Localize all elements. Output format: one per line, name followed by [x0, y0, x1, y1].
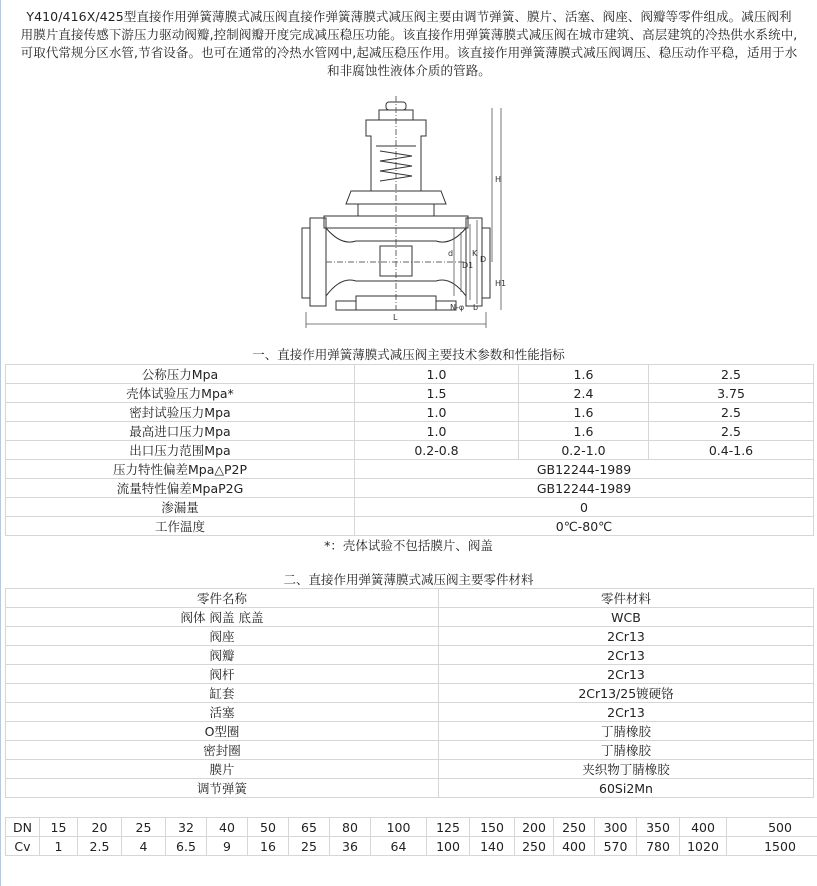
spec-footnote: *：壳体试验不包括膜片、阀盖 — [324, 538, 493, 553]
dn-value: 80 — [330, 818, 371, 837]
dn-value: 50 — [248, 818, 289, 837]
material-table — [5, 588, 814, 798]
part-material: 2Cr13 — [439, 665, 814, 684]
dn-value: 400 — [680, 818, 727, 837]
cv-value: 780 — [637, 837, 680, 856]
spec-value: 1.0 — [355, 403, 519, 422]
spec-value: 1.0 — [355, 365, 519, 384]
spec-value: 0 — [355, 498, 814, 517]
part-name: 缸套 — [6, 684, 439, 703]
table-row — [6, 779, 814, 798]
cv-value: 9 — [207, 837, 248, 856]
valve-drawing-body — [302, 96, 490, 310]
cv-value: 400 — [554, 837, 595, 856]
table-row — [6, 422, 814, 441]
table-row — [6, 460, 814, 479]
spec-value: 1.6 — [519, 422, 649, 441]
dim-label-k: K — [472, 249, 478, 258]
table-row — [6, 608, 814, 627]
part-material: 丁腈橡胶 — [439, 741, 814, 760]
table-row — [6, 646, 814, 665]
spec-label: 出口压力范围Mpa — [6, 441, 355, 460]
cv-value: 570 — [595, 837, 637, 856]
spec-value: 2.5 — [649, 403, 814, 422]
dim-label-l: L — [393, 313, 398, 322]
dn-cv-table — [5, 817, 817, 856]
spec-value: 2.5 — [649, 365, 814, 384]
dn-value: 20 — [78, 818, 122, 837]
cv-value: 140 — [470, 837, 515, 856]
spec-table — [5, 364, 814, 536]
spec-value: 0.2-1.0 — [519, 441, 649, 460]
spec-value: 0.4-1.6 — [649, 441, 814, 460]
spec-value: 0℃-80℃ — [355, 517, 814, 536]
table-row — [6, 760, 814, 779]
spec-value: 2.5 — [649, 422, 814, 441]
cv-value: 6.5 — [166, 837, 207, 856]
spec-label: 流量特性偏差MpaP2G — [6, 479, 355, 498]
intro-line: 和非腐蚀性液体介质的管路。 — [327, 63, 491, 78]
spec-label: 工作温度 — [6, 517, 355, 536]
dn-value: 100 — [371, 818, 427, 837]
cv-value: 25 — [289, 837, 330, 856]
part-material: 2Cr13 — [439, 646, 814, 665]
dn-value: 40 — [207, 818, 248, 837]
spec-value: GB12244-1989 — [355, 460, 814, 479]
dim-label-d: D — [480, 255, 487, 264]
cv-value: 64 — [371, 837, 427, 856]
part-name: 阀瓣 — [6, 646, 439, 665]
table-row — [6, 384, 814, 403]
part-name: O型圈 — [6, 722, 439, 741]
material-header-name: 零件名称 — [6, 589, 439, 608]
dim-label-d1: D1 — [462, 261, 474, 270]
dn-value: 25 — [122, 818, 166, 837]
dn-value: 250 — [554, 818, 595, 837]
cv-row-label: Cv — [6, 837, 40, 856]
table-row — [6, 818, 817, 837]
cv-value: 2.5 — [78, 837, 122, 856]
dn-row-label: DN — [6, 818, 40, 837]
table-row — [6, 703, 814, 722]
part-material: WCB — [439, 608, 814, 627]
spec-value: 2.4 — [519, 384, 649, 403]
cv-value: 16 — [248, 837, 289, 856]
spec-value: 1.6 — [519, 403, 649, 422]
part-material: 丁腈橡胶 — [439, 722, 814, 741]
spec-value: 0.2-0.8 — [355, 441, 519, 460]
table-row — [6, 479, 814, 498]
part-material: 2Cr13 — [439, 703, 814, 722]
part-name: 膜片 — [6, 760, 439, 779]
spec-label: 密封试验压力Mpa — [6, 403, 355, 422]
spec-value: 3.75 — [649, 384, 814, 403]
table-row — [6, 665, 814, 684]
dn-value: 200 — [515, 818, 554, 837]
table-row — [6, 741, 814, 760]
dim-label-h: H — [495, 175, 502, 184]
dim-label-n-phi: N-φ — [450, 303, 465, 312]
spec-label: 公称压力Mpa — [6, 365, 355, 384]
dn-value: 125 — [427, 818, 470, 837]
spec-value: 1.0 — [355, 422, 519, 441]
intro-paragraph — [6, 8, 812, 80]
valve-diagram — [296, 96, 506, 332]
intro-line: Y410/416X/425型直接作用弹簧薄膜式减压阀直接作弹簧薄膜式减压阀主要由调节弹簧、膜片、活塞、阀座、阀瓣等零件组成。减压阀利 — [26, 9, 792, 24]
part-name: 密封圈 — [6, 741, 439, 760]
spec-label: 渗漏量 — [6, 498, 355, 517]
cv-value: 36 — [330, 837, 371, 856]
cv-value: 100 — [427, 837, 470, 856]
part-name: 调节弹簧 — [6, 779, 439, 798]
cv-value: 1020 — [680, 837, 727, 856]
spec-value: 1.6 — [519, 365, 649, 384]
dn-value: 65 — [289, 818, 330, 837]
spec-section-title: 一、直接作用弹簧薄膜式减压阀主要技术参数和性能指标 — [252, 347, 565, 362]
part-material: 2Cr13 — [439, 627, 814, 646]
cv-value: 4 — [122, 837, 166, 856]
table-row — [6, 441, 814, 460]
part-material: 夹织物丁腈橡胶 — [439, 760, 814, 779]
table-row — [6, 837, 817, 856]
cv-value: 250 — [515, 837, 554, 856]
table-row — [6, 684, 814, 703]
dn-value: 500 — [727, 818, 817, 837]
spec-label: 压力特性偏差Mpa△P2P — [6, 460, 355, 479]
part-material: 2Cr13/25镀硬铬 — [439, 684, 814, 703]
cv-value: 1500 — [727, 837, 817, 856]
dn-value: 15 — [40, 818, 78, 837]
dn-value: 150 — [470, 818, 515, 837]
dim-label-small-d: d — [448, 249, 454, 258]
page-left-border — [0, 0, 1, 886]
table-row — [6, 403, 814, 422]
table-row — [6, 517, 814, 536]
dn-value: 300 — [595, 818, 637, 837]
spec-value: GB12244-1989 — [355, 479, 814, 498]
table-row — [6, 589, 814, 608]
table-row — [6, 365, 814, 384]
part-material: 60Si2Mn — [439, 779, 814, 798]
part-name: 活塞 — [6, 703, 439, 722]
part-name: 阀体 阀盖 底盖 — [6, 608, 439, 627]
spec-value: 1.5 — [355, 384, 519, 403]
material-header-material: 零件材料 — [439, 589, 814, 608]
material-section-title: 二、直接作用弹簧薄膜式减压阀主要零件材料 — [283, 572, 534, 587]
cv-value: 1 — [40, 837, 78, 856]
dim-label-h1: H1 — [495, 279, 506, 288]
dim-label-b: b — [473, 303, 479, 312]
spec-label: 最高进口压力Mpa — [6, 422, 355, 441]
table-row — [6, 627, 814, 646]
intro-line: 可取代常规分区水管,节省设备。也可在通常的冷热水管网中,起减压稳压作用。该直接作用弹簧薄膜式减压阀调压、稳压动作平稳，适用于水 — [20, 45, 798, 60]
table-row — [6, 498, 814, 517]
part-name: 阀座 — [6, 627, 439, 646]
part-name: 阀杆 — [6, 665, 439, 684]
spec-label: 壳体试验压力Mpa* — [6, 384, 355, 403]
dimension-labels — [393, 175, 506, 322]
intro-line: 用膜片直接传感下游压力驱动阀瓣,控制阀瓣开度完成减压稳压功能。该直接作用弹簧薄膜式减压阀在城市建筑、高层建筑的冷热供水系统中, — [20, 27, 798, 42]
table-row — [6, 722, 814, 741]
dn-value: 32 — [166, 818, 207, 837]
dn-value: 350 — [637, 818, 680, 837]
